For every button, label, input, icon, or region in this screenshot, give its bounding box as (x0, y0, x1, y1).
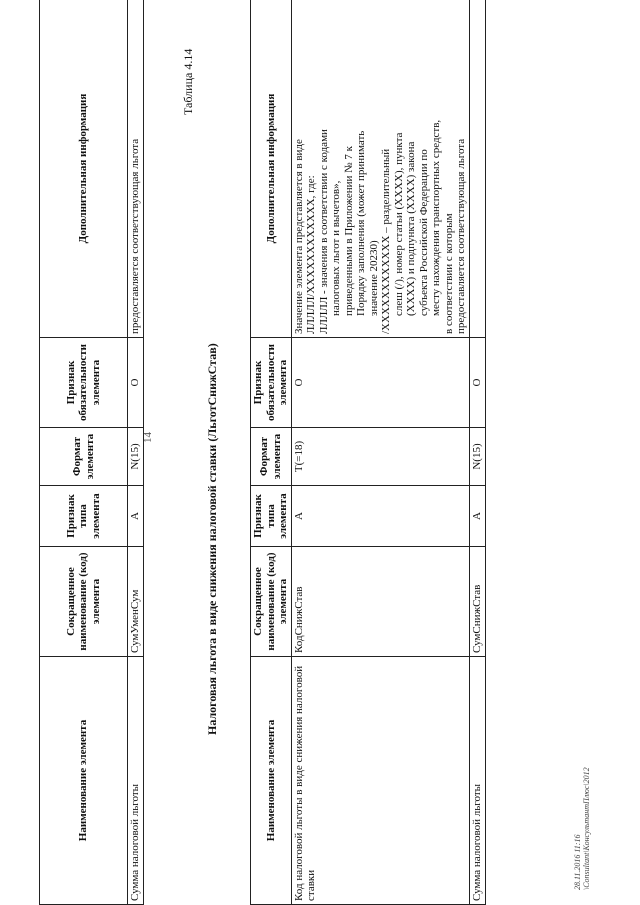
cell-format: Т(=18) (291, 428, 469, 486)
table-header-row (40, 0, 128, 905)
info-line: ЛЛЛЛЛ/ХХХХХХХХХХХХ, где: (305, 175, 317, 334)
cell-code: КодСнижСтав (291, 547, 469, 657)
info-line: слеш (/), номер статьи (ХХХХ), пункта (392, 132, 405, 316)
table-continuation (39, 0, 144, 905)
info-line: в соответствии с которым (442, 213, 455, 334)
header-info: Дополнительная информация (251, 0, 292, 338)
header-format: Формат элемента (40, 428, 128, 486)
table-number: Таблица 4.14 (181, 48, 195, 115)
header-name: Наименование элемента (251, 657, 292, 905)
header-type: Признак типа элемента (251, 486, 292, 547)
table-row (128, 0, 144, 905)
info-line: налоговых льгот и вычетов», (330, 180, 342, 316)
header-name: Наименование элемента (40, 657, 128, 905)
info-line: Порядку заполнения (может принимать (355, 130, 367, 316)
info-line: значение 20230) (367, 240, 380, 316)
cell-required: О (469, 338, 485, 428)
cell-info: предоставляется соответствующая льгота (128, 0, 144, 338)
header-info: Дополнительная информация (40, 0, 128, 338)
footer-path: \Consultant\КонсультантПлюс\2012 (582, 767, 591, 890)
cell-type: А (291, 486, 469, 547)
table-row (469, 0, 485, 905)
cell-code: СумУменСум (128, 547, 144, 657)
cell-name: Код налоговой льготы в виде снижения налоговой ставки (291, 657, 469, 905)
info-line: ЛЛЛЛЛ - значения в соответствии с кодами (317, 129, 330, 334)
info-line: предоставляется соответствующая льгота (455, 138, 467, 334)
header-code: Сокращенное наименование (код) элемента (40, 547, 128, 657)
section-title: Налоговая льгота в виде снижения налоговой ставки (ЛьготСнижСтав) (205, 343, 219, 735)
cell-format: N(15) (128, 428, 144, 486)
info-line: субъекта Российской Федерации по (417, 149, 430, 316)
header-required: Признак обязательности элемента (40, 338, 128, 428)
cell-required: О (128, 338, 144, 428)
cell-code: СумСнижСтав (469, 547, 485, 657)
info-line: приведенными в Приложении № 7 к (342, 146, 355, 316)
cell-type: А (469, 486, 485, 547)
cell-info (469, 0, 485, 338)
table-header-row (251, 0, 292, 905)
cell-format: N(15) (469, 428, 485, 486)
info-line: /ХХХХХХХХХХХХ – разделительный (380, 148, 392, 334)
cell-info (291, 0, 469, 338)
table-tax-rate-benefit (250, 0, 486, 905)
header-format: Формат элемента (251, 428, 292, 486)
header-code: Сокращенное наименование (код) элемента (251, 547, 292, 657)
cell-required: О (291, 338, 469, 428)
info-line: месту нахождения транспортных средств, (430, 119, 442, 316)
info-line: (ХХХХ) и подпункта (ХХХХ) закона (405, 141, 417, 316)
footer-timestamp: 28.11.2016 11:16 (573, 834, 582, 890)
page-number: 14 (142, 432, 154, 443)
info-line: Значение элемента представляется в виде (292, 139, 305, 334)
header-required: Признак обязательности элемента (251, 338, 292, 428)
table-row (291, 0, 469, 905)
header-type: Признак типа элемента (40, 486, 128, 547)
cell-type: А (128, 486, 144, 547)
cell-name: Сумма налоговой льготы (128, 657, 144, 905)
cell-name: Сумма налоговой льготы (469, 657, 485, 905)
